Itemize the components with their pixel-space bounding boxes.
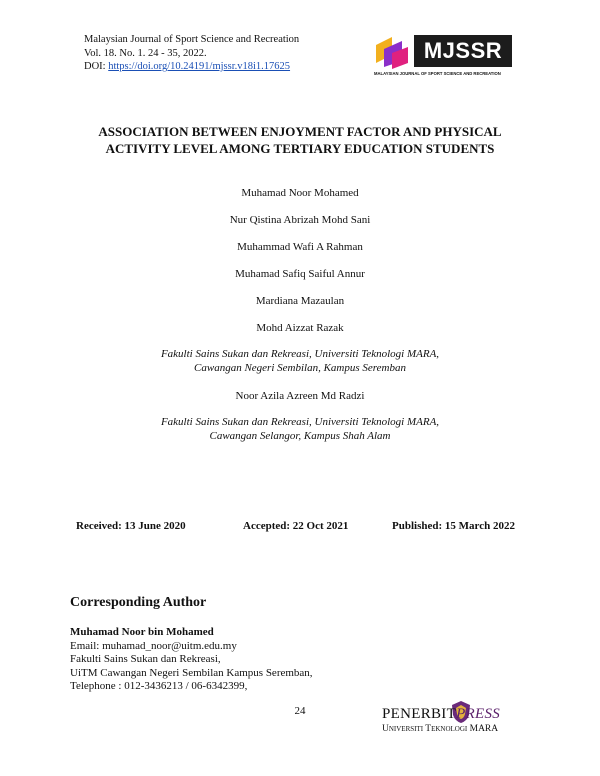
affiliation-line: Cawangan Selangor, Kampus Shah Alam — [209, 430, 391, 442]
author-name: Muhamad Safiq Saiful Annur — [235, 268, 365, 280]
corresponding-author-details — [70, 626, 313, 694]
author-name: Nur Qistina Abrizah Mohd Sani — [229, 214, 371, 226]
author-name: Mohd Aizzat Razak — [256, 322, 344, 334]
corresponding-telephone: Telephone : 012-3436213 / 06-6342399, — [70, 680, 248, 692]
logo-text: MJSSR — [423, 38, 503, 63]
affiliation-2 — [0, 415, 600, 443]
corresponding-faculty: Fakulti Sains Sukan dan Rekreasi, — [70, 653, 221, 665]
title-line-2: ACTIVITY LEVEL AMONG TERTIARY EDUCATION STUDENTS — [105, 141, 495, 156]
author-name: Mardiana Mazaulan — [255, 295, 345, 307]
publisher-logo — [380, 700, 520, 738]
paper-title — [40, 123, 560, 157]
affiliation-1 — [0, 347, 600, 375]
published-date: Published: 15 March 2022 — [392, 520, 515, 532]
affiliation-line: Fakulti Sains Sukan dan Rekreasi, Universiti Teknologi MARA, — [160, 416, 440, 428]
journal-header — [84, 33, 299, 74]
author-name: Noor Azila Azreen Md Radzi — [235, 390, 365, 402]
journal-name: Malaysian Journal of Sport Science and Recreation — [84, 34, 300, 45]
doi-label: DOI: — [84, 61, 109, 72]
logo-box — [414, 35, 512, 67]
corresponding-author-heading: Corresponding Author — [70, 595, 207, 610]
journal-doi — [84, 60, 299, 74]
page-number: 24 — [294, 705, 306, 717]
received-date: Received: 13 June 2020 — [76, 520, 186, 532]
journal-volume: Vol. 18. No. 1. 24 - 35, 2022. — [84, 47, 207, 59]
author-name: Muhammad Wafi A Rahman — [237, 241, 363, 253]
publisher-name — [382, 705, 500, 723]
mjssr-logo — [372, 33, 520, 79]
title-line-1: ASSOCIATION BETWEEN ENJOYMENT FACTOR AND PHYSICAL — [98, 124, 502, 139]
publisher-university: Universiti Teknologi MARA — [382, 724, 499, 734]
affiliation-line: Cawangan Negeri Sembilan, Kampus Seremban — [194, 362, 406, 374]
publisher-penerbit: PENERBIT — [382, 706, 457, 722]
accepted-date: Accepted: 22 Oct 2021 — [243, 520, 349, 532]
logo-subtitle: MALAYSIAN JOURNAL OF SPORT SCIENCE AND RECREATION — [374, 71, 501, 76]
doi-link[interactable]: https://doi.org/10.24191/mjssr.v18i1.17625 — [108, 61, 291, 72]
corresponding-campus: UiTM Cawangan Negeri Sembilan Kampus Seremban, — [70, 666, 313, 679]
publisher-press: PRESS — [456, 706, 501, 722]
corresponding-author-name: Muhamad Noor bin Mohamed — [70, 626, 214, 638]
affiliation-line: Fakulti Sains Sukan dan Rekreasi, Universiti Teknologi MARA, — [160, 348, 440, 360]
mjssr-logo-mark-icon — [372, 35, 412, 69]
corresponding-email: Email: muhamad_noor@uitm.edu.my — [70, 639, 237, 652]
author-name: Muhamad Noor Mohamed — [241, 187, 359, 199]
